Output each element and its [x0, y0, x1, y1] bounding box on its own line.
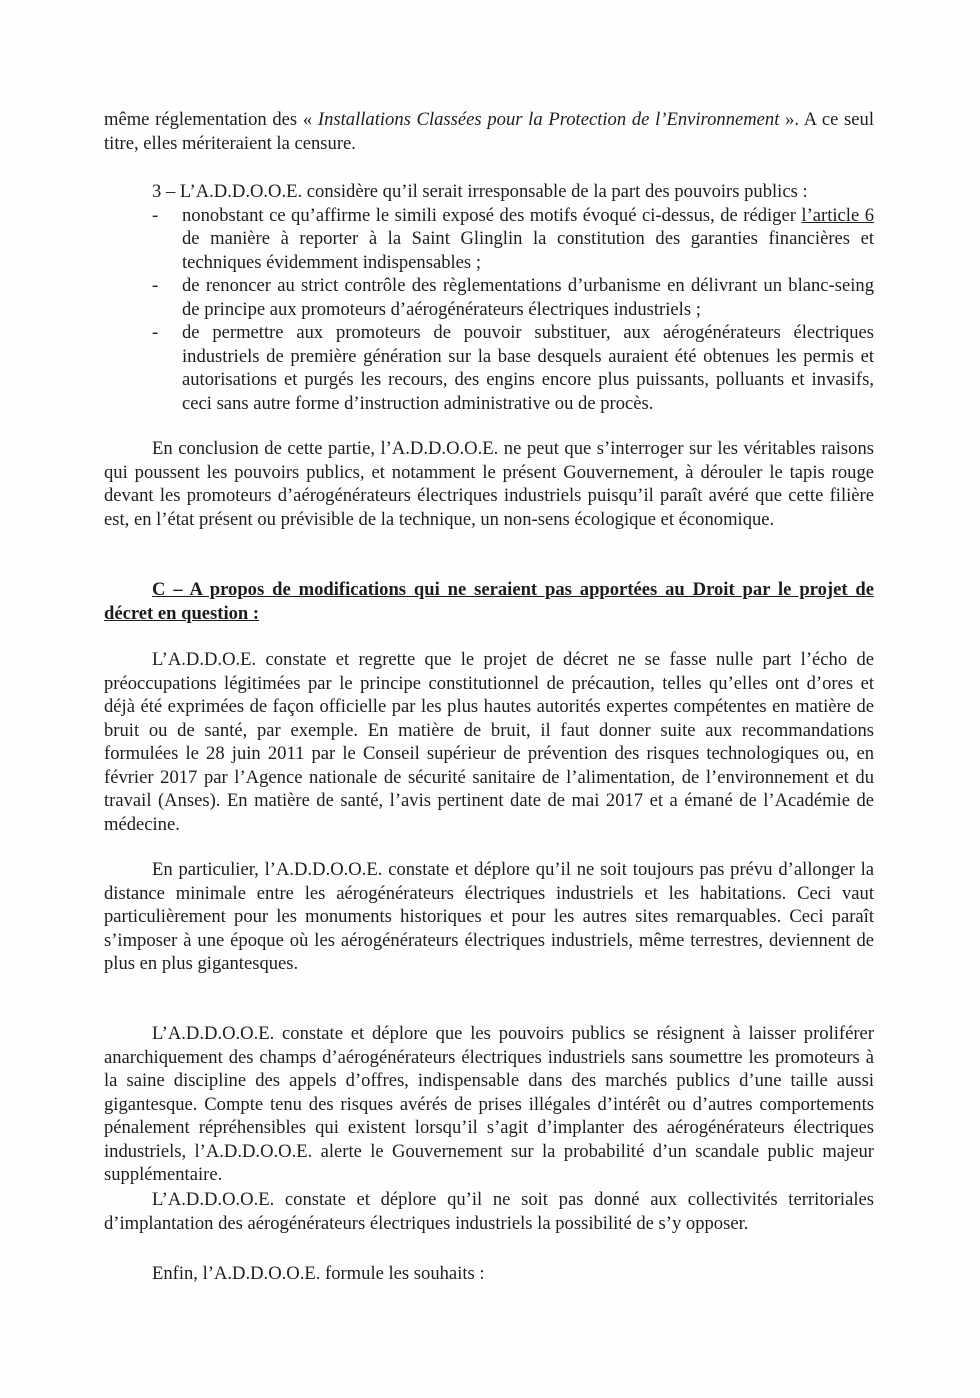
list-item: [104, 274, 874, 321]
intro-paragraph: [104, 108, 874, 155]
list-item: [104, 321, 874, 415]
dash-bullet: -: [152, 204, 159, 226]
conclusion-paragraph: En conclusion de cette partie, l’A.D.D.O.O.E. ne peut que s’interroger sur les véritables raisons qui poussent les pouvoirs publics, et notamment le présent Gouvernement, à dérouler le tapis rouge devant les promoteurs d’aérogénérateurs électriques industriels puisqu’il paraît avéré que cette filière est, en l’état présent ou prévisible de la technique, un non-sens écologique et économique.: [104, 438, 874, 530]
paragraph-souhaits: Enfin, l’A.D.D.O.O.E. formule les souhaits :: [152, 1263, 485, 1284]
article-6-reference: l’article 6: [801, 204, 874, 226]
list-item: [104, 204, 874, 275]
bullet-3-text: de permettre aux promoteurs de pouvoir substituer, aux aérogénérateurs électriques industriels de première génération sur la base desquels auraient été obtenues les permis et autorisations et purgés les recours, des engins encore plus puissants, polluants et invasifs, ceci sans autre forme d’instruction administrative ou de procès.: [182, 322, 874, 414]
bullet-1-before: nonobstant ce qu’affirme le simili exposé des motifs évoqué ci-dessus, de rédiger: [182, 204, 802, 226]
paragraph-distance: En particulier, l’A.D.D.O.O.E. constate et déplore qu’il ne soit toujours pas prévu d’allonger la distance minimale entre les aérogénérateurs électriques industriels et les habitations. Ceci vaut particulièrement pour les monuments historiques et pour les autres sites remarquables. Ceci paraît s’imposer à une époque où les aérogénérateurs électriques industriels, même terrestres, deviennent de plus en plus gigantesques.: [104, 859, 874, 974]
point-3-lead: 3 – L’A.D.D.O.O.E. considère qu’il serait irresponsable de la part des pouvoirs publics :: [152, 181, 808, 202]
intro-text-after: ». A ce seul titre, elles mériteraient la censure.: [104, 109, 875, 154]
intro-italic-term: Installations Classées pour la Protection de l’Environnement: [317, 109, 780, 130]
dash-bullet: -: [152, 275, 159, 296]
paragraph-collectivites: L’A.D.D.O.O.E. constate et déplore qu’il ne soit pas donné aux collectivités territoriales d’implantation des aérogénérateurs électriques industriels la possibilité de s’y opposer.: [104, 1189, 874, 1234]
bullet-2-text: de renoncer au strict contrôle des règlementations d’urbanisme en délivrant un blanc-seing de principe aux promoteurs d’aérogénérateurs électriques industriels ;: [182, 275, 874, 320]
section-c-heading: C – A propos de modifications qui ne seraient pas apportées au Droit par le projet de décret en question :: [104, 579, 874, 624]
dash-bullet: -: [152, 322, 159, 343]
intro-text-before: même réglementation des «: [104, 109, 318, 130]
point-3-list: [104, 204, 874, 416]
paragraph-appels-offres: L’A.D.D.O.O.E. constate et déplore que les pouvoirs publics se résignent à laisser proliférer anarchiquement des champs d’aérogénérateurs électriques industriels sans soumettre les promoteurs à la saine discipline des appels d’offres, indispensable dans des marchés publics d’une taille aussi gigantesque. Compte tenu des risques avérés de prises illégales d’intérêt ou d’autres comportements pénalement répréhensibles qui existent lorsqu’il s’agit d’implanter des aérogénérateurs électriques industriels, l’A.D.D.O.O.E. alerte le Gouvernement sur la probabilité d’un scandale public majeur supplémentaire.: [104, 1023, 874, 1185]
bullet-1-after: de manière à reporter à la Saint Glinglin la constitution des garanties financières et techniques évidemment indispensables ;: [182, 228, 874, 273]
paragraph-precaution: L’A.D.D.O.E. constate et regrette que le projet de décret ne se fasse nulle part l’écho de préoccupations légitimées par le principe constitutionnel de précaution, telles qu’elles ont d’ores et déjà été exprimées de façon officielle par les plus hautes autorités expertes compétentes en matière de bruit ou de santé, par exemple. En matière de bruit, il faut donner suite aux recommandations formulées le 28 juin 2011 par le Conseil supérieur de prévention des risques technologiques ou, en février 2017 par l’Agence nationale de sécurité sanitaire de l’alimentation, de l’environnement et du travail (Anses). En matière de santé, l’avis pertinent date de mai 2017 et a émané de l’Académie de médecine.: [104, 649, 874, 835]
point-3-section: [104, 180, 874, 415]
